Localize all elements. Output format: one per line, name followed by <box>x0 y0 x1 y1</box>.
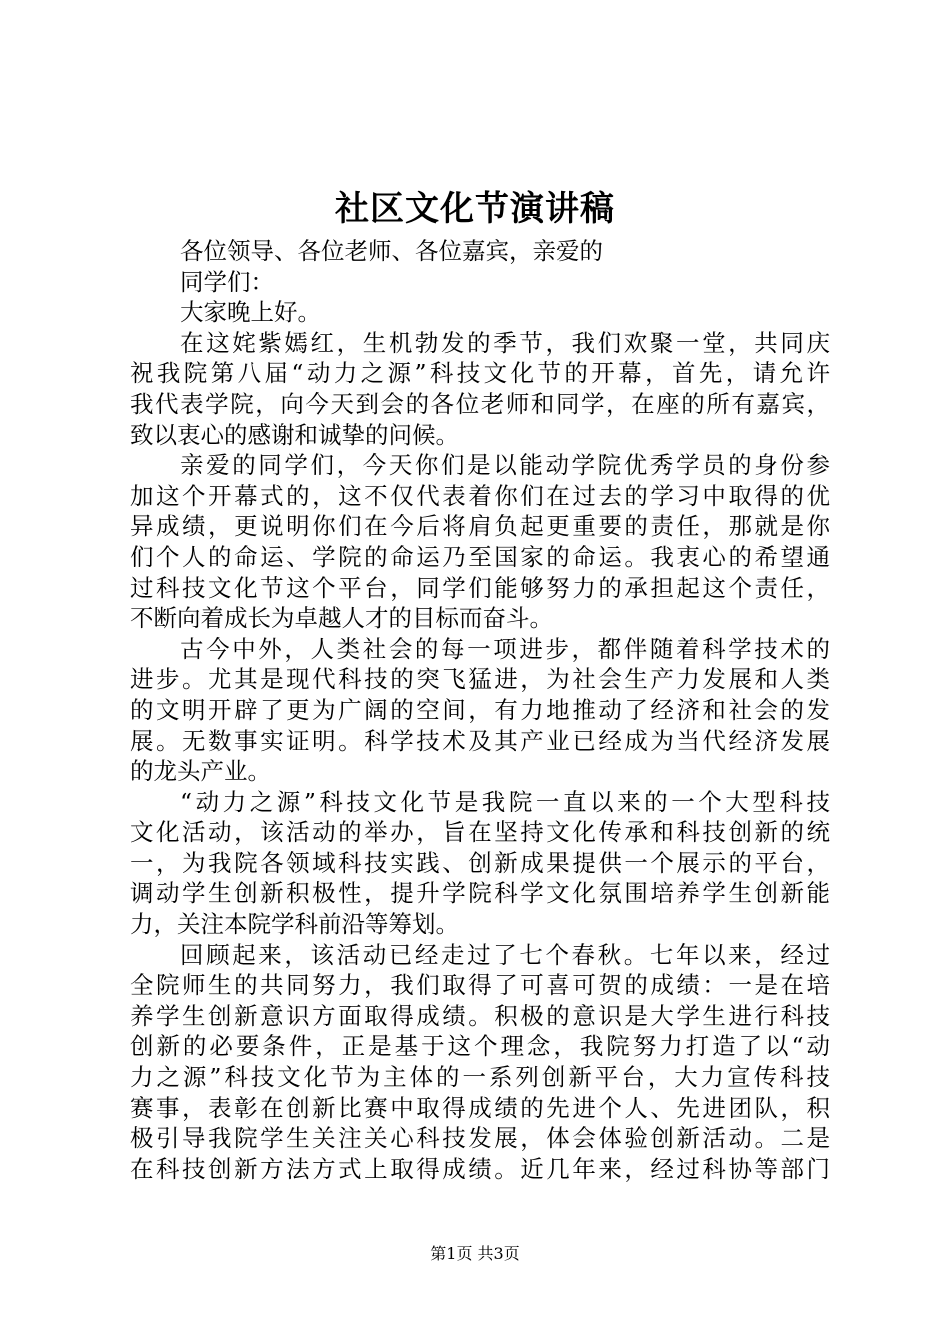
text-line: 同学们： <box>180 267 274 296</box>
text-line: 极引导我院学生关注关心科技发展，体会体验创新活动。二是 <box>130 1124 830 1153</box>
text-line: 古今中外，人类社会的每一项进步，都伴随着科学技术的 <box>180 634 830 663</box>
text-line: 加这个开幕式的，这不仅代表着你们在过去的学习中取得的优 <box>130 481 830 510</box>
page-footer: 第1页 共3页 <box>430 1244 520 1263</box>
text-line: 在这姹紫嫣红，生机勃发的季节，我们欢聚一堂，共同庆 <box>180 328 830 357</box>
text-line: 回顾起来，该活动已经走过了七个春秋。七年以来，经过 <box>180 940 830 969</box>
document-body <box>130 236 830 1184</box>
text-line: 各位领导、各位老师、各位嘉宾，亲爱的 <box>180 237 603 265</box>
text-line: 养学生创新意识方面取得成绩。积极的意识是大学生进行科技 <box>130 1001 830 1030</box>
text-line: 创新的必要条件，正是基于这个理念，我院努力打造了以“动 <box>130 1032 830 1061</box>
text-line: 进步。尤其是现代科技的突飞猛进，为社会生产力发展和人类 <box>130 665 830 694</box>
text-line: 我代表学院，向今天到会的各位老师和同学，在座的所有嘉宾， <box>130 389 830 418</box>
text-line: 的龙头产业。 <box>130 757 271 786</box>
text-line: 们个人的命运、学院的命运乃至国家的命运。我衷心的希望通 <box>130 542 830 571</box>
text-line: 一，为我院各领域科技实践、创新成果提供一个展示的平台， <box>130 848 830 877</box>
text-line: 过科技文化节这个平台，同学们能够努力的承担起这个责任， <box>130 573 830 602</box>
text-line: 文化活动，该活动的举办，旨在坚持文化传承和科技创新的统 <box>130 818 830 847</box>
text-line: “动力之源”科技文化节是我院一直以来的一个大型科技 <box>180 787 830 816</box>
text-line: 在科技创新方法方式上取得成绩。近几年来，经过科协等部门 <box>130 1154 830 1183</box>
text-line: 赛事，表彰在创新比赛中取得成绩的先进个人、先进团队，积 <box>130 1093 830 1122</box>
text-line: 力，关注本院学科前沿等筹划。 <box>130 910 459 939</box>
text-line: 不断向着成长为卓越人才的目标而奋斗。 <box>130 604 553 633</box>
text-line: 展。无数事实证明。科学技术及其产业已经成为当代经济发展 <box>130 726 830 755</box>
document-title: 社区文化节演讲稿 <box>335 189 615 229</box>
text-line: 调动学生创新积极性，提升学院科学文化氛围培养学生创新能 <box>130 879 830 908</box>
text-line: 亲爱的同学们，今天你们是以能动学院优秀学员的身份参 <box>180 451 830 480</box>
text-line: 的文明开辟了更为广阔的空间，有力地推动了经济和社会的发 <box>130 695 830 724</box>
text-line: 大家晚上好。 <box>180 298 321 327</box>
text-line: 致以衷心的感谢和诚挚的问候。 <box>130 420 459 449</box>
text-line: 全院师生的共同努力，我们取得了可喜可贺的成绩：一是在培 <box>130 971 830 1000</box>
text-line: 力之源”科技文化节为主体的一系列创新平台，大力宣传科技 <box>130 1063 830 1092</box>
text-line: 祝我院第八届“动力之源”科技文化节的开幕，首先，请允许 <box>130 359 830 388</box>
text-line: 异成绩，更说明你们在今后将肩负起更重要的责任，那就是你 <box>130 512 830 541</box>
